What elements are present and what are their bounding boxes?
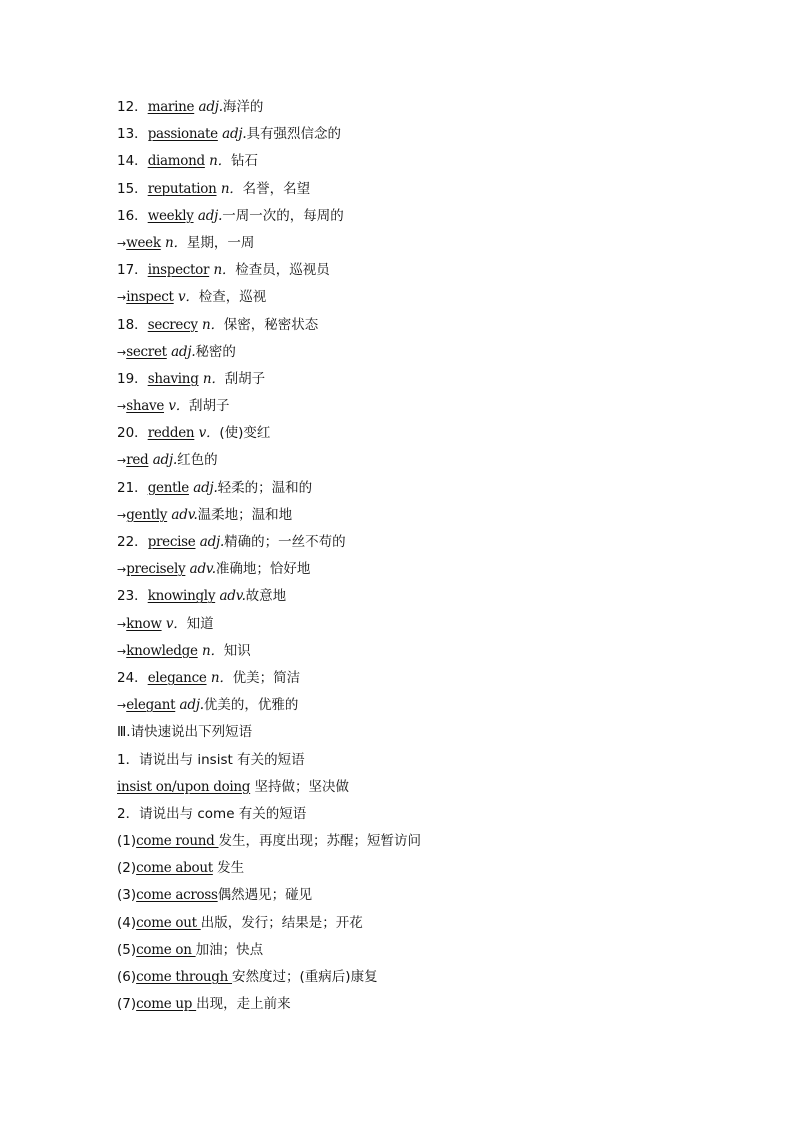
phrase-number: (2) xyxy=(117,860,137,877)
vocab-meaning: 海洋的 xyxy=(222,99,264,115)
part-of-speech: adj. xyxy=(171,343,196,360)
phrase-item xyxy=(117,937,737,964)
part-of-speech: n． xyxy=(209,153,231,170)
part-of-speech: v． xyxy=(198,425,220,442)
vocab-item xyxy=(117,529,737,556)
vocab-word: elegant xyxy=(126,697,176,714)
phrase: come about xyxy=(136,860,213,877)
arrow-icon: → xyxy=(117,617,127,631)
vocab-item xyxy=(117,366,737,393)
phrase-item xyxy=(117,910,737,937)
vocab-word: know xyxy=(126,615,162,632)
vocab-meaning: 温柔地；温和地 xyxy=(197,506,293,523)
phrase-meaning: 出版，发行；结果是；开花 xyxy=(200,914,363,931)
vocab-item xyxy=(117,230,737,257)
part-of-speech: adj. xyxy=(222,126,247,143)
phrase-meaning: 发生 xyxy=(212,860,245,877)
vocab-item xyxy=(117,475,737,502)
vocab-item xyxy=(117,447,737,474)
phrase-number: (5) xyxy=(117,941,137,958)
arrow-icon: → xyxy=(117,236,127,250)
arrow-icon: → xyxy=(117,508,127,522)
item-number: 23． xyxy=(117,588,148,605)
phrase-item xyxy=(117,882,737,909)
item-number: 15． xyxy=(117,180,148,197)
vocab-meaning: 钻石 xyxy=(230,153,258,170)
vocab-word: gentle xyxy=(147,479,189,496)
part-of-speech: v． xyxy=(168,398,190,415)
vocab-meaning: 知识 xyxy=(223,642,251,659)
item-number: 24． xyxy=(117,669,148,686)
item-number: 16． xyxy=(117,207,148,224)
part-of-speech: v． xyxy=(177,289,199,306)
phrase-item xyxy=(117,855,737,882)
vocab-word: knowledge xyxy=(126,642,198,659)
vocab-item xyxy=(117,94,737,121)
vocab-meaning: 轻柔的；温和的 xyxy=(217,479,313,496)
vocab-word: inspector xyxy=(147,262,210,279)
item-number: 18． xyxy=(117,316,148,333)
phrase-meaning: 安然度过；(重病后)康复 xyxy=(232,969,378,985)
part-of-speech: adj. xyxy=(193,479,218,496)
vocab-word: shave xyxy=(126,398,165,415)
item-number: 17． xyxy=(117,262,148,279)
phrase-item xyxy=(117,828,737,855)
phrase-list xyxy=(117,828,737,1018)
vocab-item xyxy=(117,176,737,203)
vocab-meaning: 检查，巡视 xyxy=(198,289,267,306)
vocab-meaning: 准确地；恰好地 xyxy=(215,561,311,578)
vocab-meaning: 精确的；一丝不苟的 xyxy=(224,534,346,550)
part-of-speech: adv. xyxy=(219,588,246,605)
part-of-speech: adj. xyxy=(199,534,225,550)
vocab-word: passionate xyxy=(147,126,218,143)
phrase: come round xyxy=(136,833,219,850)
vocab-word: weekly xyxy=(147,207,194,224)
phrase-number: (6) xyxy=(117,969,137,985)
vocab-meaning: 红色的 xyxy=(177,452,218,469)
vocab-item xyxy=(117,203,737,230)
phrase-number: (3) xyxy=(117,887,137,904)
part-of-speech: n． xyxy=(213,262,236,279)
phrase-meaning: 加油；快点 xyxy=(195,941,264,958)
phrase-meaning: 坚持做；坚决做 xyxy=(250,778,349,795)
vocab-item xyxy=(117,257,737,284)
vocab-meaning: 名誉，名望 xyxy=(242,180,311,197)
arrow-icon: → xyxy=(117,345,127,359)
phrase-meaning: 发生，再度出现；苏醒；短暂访问 xyxy=(218,833,421,850)
vocab-word: precise xyxy=(147,534,196,550)
arrow-icon: → xyxy=(117,291,127,305)
vocab-item xyxy=(117,583,737,610)
vocab-item xyxy=(117,121,737,148)
vocab-word: diamond xyxy=(147,153,205,170)
phrase: come up xyxy=(136,996,197,1013)
vocab-meaning: 刮胡子 xyxy=(224,370,266,387)
phrase: come across xyxy=(136,887,218,904)
vocab-word: gently xyxy=(126,506,168,523)
vocab-word: red xyxy=(126,452,149,469)
phrase-number: (4) xyxy=(117,914,137,931)
part-of-speech: n． xyxy=(220,180,243,197)
arrow-icon: → xyxy=(117,454,127,468)
question-1-heading: 1．请说出与 insist 有关的短语 xyxy=(117,751,305,768)
phrase-meaning: 出现，走上前来 xyxy=(196,996,291,1013)
arrow-icon: → xyxy=(117,563,127,577)
item-number: 13． xyxy=(117,126,148,143)
vocab-word: secrecy xyxy=(147,316,198,333)
vocab-word: reputation xyxy=(147,180,217,197)
vocab-meaning: 刮胡子 xyxy=(189,398,230,415)
vocab-meaning: 秘密的 xyxy=(195,343,236,360)
vocab-meaning: 优美的，优雅的 xyxy=(203,697,299,714)
part-of-speech: adv. xyxy=(189,561,216,578)
vocab-word: week xyxy=(126,234,161,251)
vocab-item xyxy=(117,665,737,692)
vocab-meaning: (使)变红 xyxy=(219,425,271,442)
vocab-meaning: 知道 xyxy=(186,615,214,632)
part-of-speech: n． xyxy=(210,669,233,686)
vocab-meaning: 检查员，巡视员 xyxy=(235,262,330,279)
vocab-item xyxy=(117,556,737,583)
part-of-speech: adj. xyxy=(197,207,223,224)
item-number: 14． xyxy=(117,153,148,170)
item-number: 22． xyxy=(117,534,148,550)
vocab-item xyxy=(117,692,737,719)
vocab-meaning: 故意地 xyxy=(245,588,287,605)
vocab-item xyxy=(117,502,737,529)
vocab-item xyxy=(117,638,737,665)
vocab-item xyxy=(117,312,737,339)
item-number: 20． xyxy=(117,425,148,442)
vocab-word: knowingly xyxy=(147,588,216,605)
part-of-speech: n． xyxy=(202,370,225,387)
arrow-icon: → xyxy=(117,699,127,713)
arrow-icon: → xyxy=(117,400,127,414)
phrase: come out xyxy=(136,914,201,931)
part-of-speech: adv. xyxy=(171,506,198,523)
vocab-word: redden xyxy=(147,425,195,442)
arrow-icon: → xyxy=(117,644,127,658)
phrase-number: (1) xyxy=(117,833,137,850)
section-heading: Ⅲ.请快速说出下列短语 xyxy=(117,724,253,741)
vocab-meaning: 星期，一周 xyxy=(186,234,255,251)
vocab-item xyxy=(117,393,737,420)
part-of-speech: adj. xyxy=(179,697,204,714)
part-of-speech: n． xyxy=(202,316,224,333)
vocab-word: secret xyxy=(126,343,167,360)
part-of-speech: v． xyxy=(165,615,187,632)
vocab-word: shaving xyxy=(147,370,199,387)
vocab-word: marine xyxy=(147,99,195,115)
phrase-item xyxy=(117,964,737,991)
vocab-word: precisely xyxy=(126,561,186,578)
vocab-meaning: 一周一次的，每周的 xyxy=(222,207,344,224)
phrase-item xyxy=(117,991,737,1018)
vocab-item xyxy=(117,420,737,447)
phrase-number: (7) xyxy=(117,996,137,1013)
question-2-heading: 2．请说出与 come 有关的短语 xyxy=(117,805,307,822)
part-of-speech: adj. xyxy=(198,99,223,115)
part-of-speech: adj. xyxy=(152,452,178,469)
phrase: come on xyxy=(136,941,196,958)
phrase-meaning: 偶然遇见；碰见 xyxy=(217,887,313,904)
part-of-speech: n． xyxy=(165,234,187,251)
vocab-meaning: 保密，秘密状态 xyxy=(223,316,319,333)
item-number: 21． xyxy=(117,479,148,496)
vocab-item xyxy=(117,611,737,638)
vocab-list xyxy=(117,94,737,719)
part-of-speech: n． xyxy=(201,642,224,659)
vocab-meaning: 优美；简洁 xyxy=(232,669,301,686)
worksheet-page xyxy=(117,94,737,1018)
phrase: insist on/upon doing xyxy=(117,778,251,795)
vocab-item xyxy=(117,339,737,366)
vocab-item xyxy=(117,148,737,175)
question-1-answer xyxy=(117,774,737,801)
vocab-word: inspect xyxy=(126,289,174,306)
phrase: come through xyxy=(136,969,233,985)
vocab-item xyxy=(117,284,737,311)
vocab-word: elegance xyxy=(147,669,207,686)
item-number: 12． xyxy=(117,99,148,115)
item-number: 19． xyxy=(117,370,148,387)
vocab-meaning: 具有强烈信念的 xyxy=(246,126,342,143)
